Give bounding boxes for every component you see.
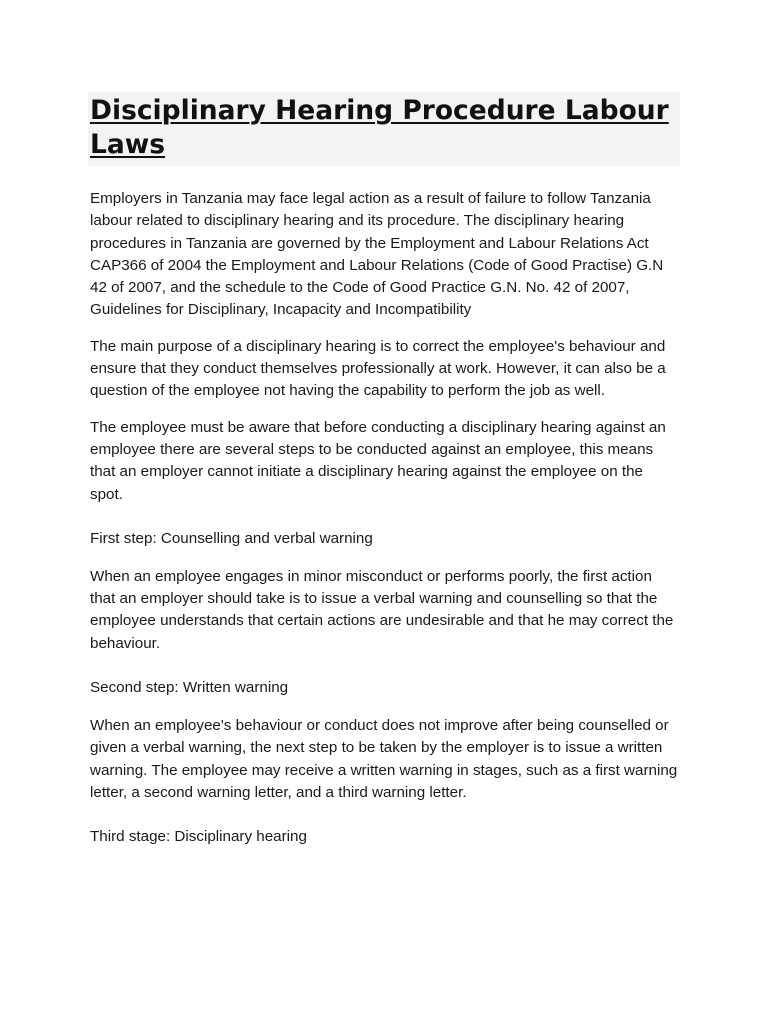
- document-title: Disciplinary Hearing Procedure Labour Laws: [90, 95, 669, 160]
- step-heading-first: First step: Counselling and verbal warning: [90, 529, 373, 547]
- step-body-first: When an employee engages in minor misconduct or performs poorly, the first action that an employer should take is to issue a verbal warning and counselling so that the employee understands that certain actions are undesirable and that he may correct the behaviour.: [90, 567, 674, 652]
- intro-paragraph: Employers in Tanzania may face legal action as a result of failure to follow Tanzania labour related to disciplinary hearing and its procedure. The disciplinary hearing procedures in Tanzania are governed by the Employment and Labour Relations Act CAP366 of 2004 the Employment and Labour Relations (Code of Good Practise) G.N 42 of 2007, and the schedule to the Code of Good Practice G.N. No. 42 of 2007, Guidelines for Disciplinary, Incapacity and Incompatibility: [90, 190, 664, 319]
- document-page: [90, 92, 680, 864]
- steps-overview-paragraph: The employee must be aware that before conducting a disciplinary hearing against an employee there are several steps to be conducted against an employee, this means that an employer cannot initiate a disciplinary hearing against the employee on the spot.: [90, 418, 666, 503]
- step-body-second: When an employee's behaviour or conduct does not improve after being counselled or given a verbal warning, the next step to be taken by the employer is to issue a written warning. The employee may receive a written warning in stages, such as a first warning letter, a second warning letter, and a third warning letter.: [90, 717, 678, 801]
- purpose-paragraph: The main purpose of a disciplinary hearing is to correct the employee's behaviour and ensure that they conduct themselves professionally at work. However, it can also be a question of the employee not having the capability to perform the job as well.: [90, 337, 666, 400]
- step-heading-third: Third stage: Disciplinary hearing: [90, 828, 307, 846]
- step-heading-second: Second step: Written warning: [90, 679, 289, 697]
- title-block: [88, 92, 680, 166]
